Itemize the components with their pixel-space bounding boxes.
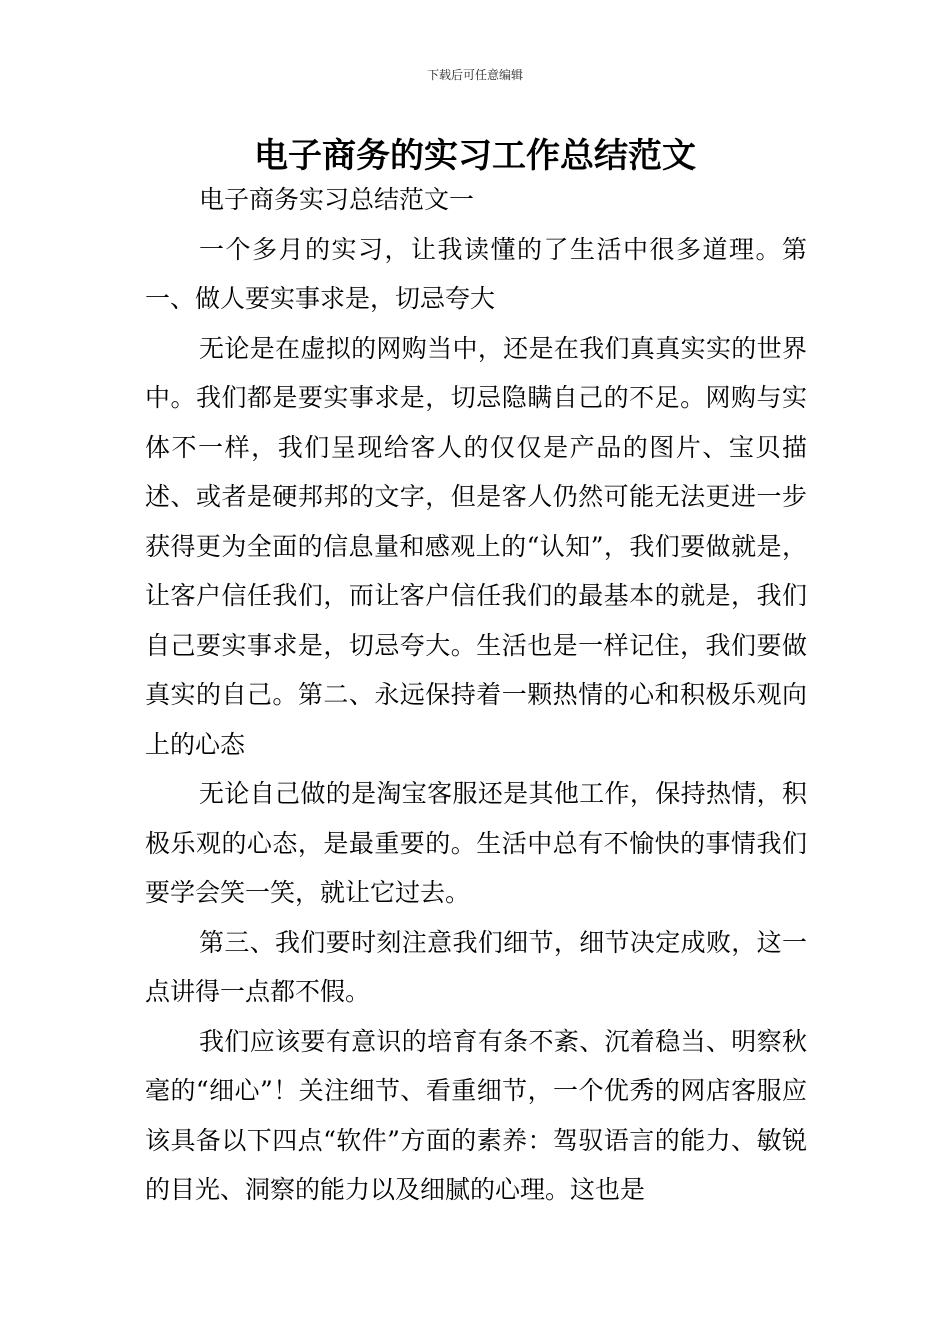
paragraph: 我们应该要有意识的培育有条不紊、沉着稳当、明察秋毫的“细心”！关注细节、看重细节，一个优秀的网店客服应该具备以下四点“软件”方面的素养：驾驭语言的能力、敏锐的目光、洞察的能力以及细腻的心理。这也是 xyxy=(145,1026,807,1204)
document-title: 电子商务的实习工作总结范文 xyxy=(254,136,696,176)
paragraph: 无论是在虚拟的网购当中，还是在我们真真实实的世界中。我们都是要实事求是，切忌隐瞒自己的不足。网购与实体不一样，我们呈现给客人的仅仅是产品的图片、宝贝描述、或者是硬邦邦的文字，但是客人仍然可能无法更进一步获得更为全面的信息量和感观上的“认知”，我们要做就是，让客户信任我们，而让客户信任我们的最基本的就是，我们自己要实事求是，切忌夸大。生活也是一样记住，我们要做真实的自己。第二、永远保持着一颗热情的心和积极乐观向上的心态 xyxy=(145,333,807,759)
paragraph: 第三、我们要时刻注意我们细节，细节决定成败，这一点讲得一点都不假。 xyxy=(145,927,807,1006)
paragraph: 一个多月的实习，让我读懂的了生活中很多道理。第一、做人要实事求是，切忌夸大 xyxy=(145,234,807,313)
paragraph: 无论自己做的是淘宝客服还是其他工作，保持热情，积极乐观的心态，是最重要的。生活中总有不愉快的事情我们要学会笑一笑，就让它过去。 xyxy=(145,779,807,907)
header-note: 下载后可任意编辑 xyxy=(426,68,523,82)
section-heading: 电子商务实习总结范文一 xyxy=(199,185,475,214)
document-body xyxy=(145,175,807,1215)
